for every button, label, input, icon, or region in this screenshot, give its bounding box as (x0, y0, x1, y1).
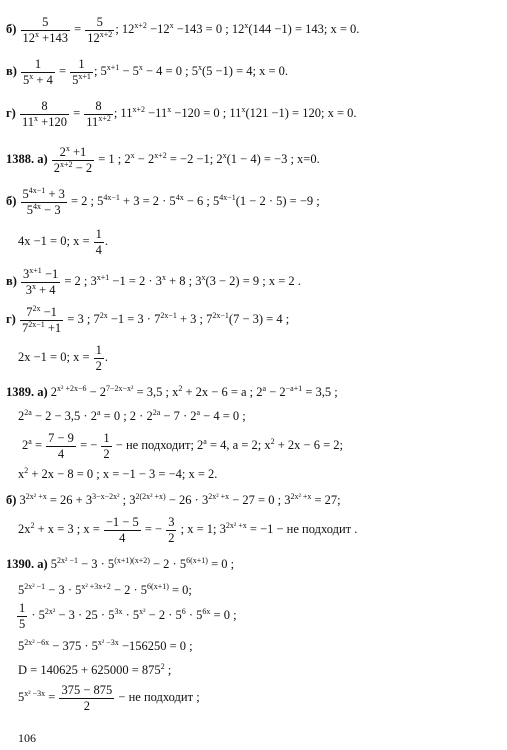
eq-line-g-1: г) $\frac{8}{11^x +120}$ = $\frac{8}{11^{x+2}}$ ; $11^{x+2} -11^x -120 = 0$ ; $11^x(121 -1) = 120$; x = 0. (6, 99, 357, 129)
eq-line-1389-b: б) $3^{2x^2 +x} = 26 + 3^{3-x-2x^2}$ ; $3^{2(2x^2 +x)} - 26 \cdot 3^{2x^2 +x} - 27 = 0$ ; $3^{2x^2 +x} = 27$; (6, 492, 341, 507)
eq-line-1388-g-cont: 2x −1 = 0; x = $\frac{1}{2}$ . (18, 343, 108, 373)
fraction: $\frac{375 - 875}{2}$ (61, 683, 113, 713)
item-label: в) (6, 63, 17, 78)
fraction: $\frac{1}{5^x + 4}$ (23, 57, 53, 87)
fraction: $\frac{5}{12^{x+2}}$ (87, 15, 113, 45)
eq-line-1388-a: 1388. а) $\frac{2^x +1}{2^{x+2} - 2}$ = 1 ; $2^x - 2^{x+2} = -2 -1$; $2^x(1 - 4) = -3$ ; x=0. (6, 144, 320, 175)
fraction: $\frac{7^{2x} -1}{7^{2x-1} +1}$ (21, 304, 62, 335)
problem-label: 1389. а) (6, 385, 48, 399)
eq-line-1390-a: 1390. а) $5^{2x^2 -1} - 3 \cdot 5^{(x+1)(x+2)} - 2 \cdot 5^{6(x+1)} = 0$ ; (6, 556, 235, 571)
problem-label: 1388. а) (6, 151, 48, 166)
fraction: $\frac{5}{12^x +143}$ (22, 15, 68, 45)
fraction: $\frac{3^{x+1} -1}{3^x + 4}$ (23, 266, 59, 297)
item-label: г) (6, 311, 16, 326)
eq-line-v-1: в) $\frac{1}{5^x + 4}$ = $\frac{1}{5^{x+1}}$ ; $5^{x+1} - 5^x - 4 = 0$ ; $5^x(5 -1) = 4$; x = 0. (6, 57, 289, 87)
eq-line-1390-a-2: $5^{2x^2 -1} - 3 \cdot 5^{x^2 +3x+2} - 2 \cdot 5^{6(x+1)} = 0$; (18, 582, 192, 597)
fraction: $\frac{-1 - 5}{4}$ (105, 515, 139, 545)
fraction: $\frac{8}{11^x +120}$ (21, 99, 67, 129)
item-label: б) (6, 493, 17, 507)
fraction: $\frac{1}{2}$ (103, 431, 110, 461)
eq-line-1390-a-4: $5^{2x^2 -6x} - 375 \cdot 5^{x^2 -3x} -156250 = 0$ ; (18, 638, 193, 653)
item-label: г) (6, 105, 16, 120)
eq-line-1389-a: 1389. а) $2^{x^2 +2x-6} - 2^{7-2x-x^2} = 3,5$ ; $x^2 + 2x - 6 = a$ ; $2^a - 2^{-a+1} = 3,5$ ; (6, 384, 338, 399)
eq-line-1389-a-3: $2^a$ = $\frac{7 - 9}{4}$ = − $\frac{1}{2}$ − не подходит; $2^a = 4$, a = 2; $x^2 + 2x - 6 = 2$; (22, 431, 343, 461)
eq-line-1388-g: г) $\frac{7^{2x} -1}{7^{2x-1} +1}$ = 3 ; $7^{2x} -1 = 3 \cdot 7^{2x-1} + 3$ ; $7^{2x-1}(7 - 3) = 4$ ; (6, 304, 290, 335)
fraction: $\frac{8}{11^{x+2}}$ (86, 99, 111, 129)
fraction: $\frac{1}{5}$ (19, 601, 26, 631)
eq-line-1390-a-3: $\frac{1}{5}$ · $5^{2x^2} - 3 \cdot 25 \cdot 5^{3x} \cdot 5^{x^2} - 2 \cdot 5^6 \cdot 5^{6x} = 0$ ; (19, 601, 237, 631)
fraction: $\frac{2^x +1}{2^{x+2} - 2}$ (53, 144, 93, 175)
eq-line-1390-a-6: $5^{x^2 -3x}$ = $\frac{375 - 875}{2}$ − не подходит ; (18, 683, 200, 713)
item-label: в) (6, 273, 17, 288)
eq-line-1388-b-cont: 4x −1 = 0; x = $\frac{1}{4}$ . (18, 227, 108, 257)
fraction: $\frac{5^{4x-1} + 3}{5^{4x} - 3}$ (22, 186, 65, 217)
item-label: б) (6, 193, 17, 208)
eq-line-b-1: б) $\frac{5}{12^x +143}$ = $\frac{5}{12^{x+2}}$ ; $12^{x+2} -12^x -143 = 0$ ; $12^x(144 -1) = 143$; x = 0. (6, 15, 360, 45)
fraction: $\frac{1}{4}$ (95, 227, 102, 257)
item-label: б) (6, 21, 17, 36)
problem-label: 1390. а) (6, 557, 48, 571)
fraction: $\frac{3}{2}$ (168, 515, 175, 545)
eq-line-1389-b-2: $2x^2 + x = 3$ ; x = $\frac{-1 - 5}{4}$ = − $\frac{3}{2}$ ; x = 1; $3^{2x^2 +x} = -1$ − не подходит . (18, 515, 358, 545)
fraction: $\frac{1}{5^{x+1}}$ (72, 57, 91, 87)
eq-line-1388-v: в) $\frac{3^{x+1} -1}{3^x + 4}$ = 2 ; $3^{x+1} -1 = 2 \cdot 3^x + 8$ ; $3^x(3 - 2) = 9$ ; x = 2 . (6, 266, 301, 297)
page-number: 106 (18, 731, 36, 745)
eq-line-1389-a-4: $x^2 + 2x - 8 = 0$ ; x = −1 − 3 = −4; x = 2. (18, 466, 218, 481)
eq-line-1390-a-5: $D = 140625 + 625000 = 875^2$ ; (18, 662, 172, 677)
eq-line-1388-b: б) $\frac{5^{4x-1} + 3}{5^{4x} - 3}$ = 2 ; $5^{4x-1} + 3 = 2 \cdot 5^{4x} - 6$ ; $5^{4x-1}(1 - 2 \cdot 5) = -9$ ; (6, 186, 320, 217)
fraction: $\frac{1}{2}$ (95, 343, 102, 373)
fraction: $\frac{7 - 9}{4}$ (48, 431, 74, 461)
eq-line-1389-a-2: $2^{2a} - 2 - 3,5 \cdot 2^a = 0$ ; $2 \cdot 2^{2a} - 7 \cdot 2^a - 4 = 0$ ; (18, 408, 246, 423)
